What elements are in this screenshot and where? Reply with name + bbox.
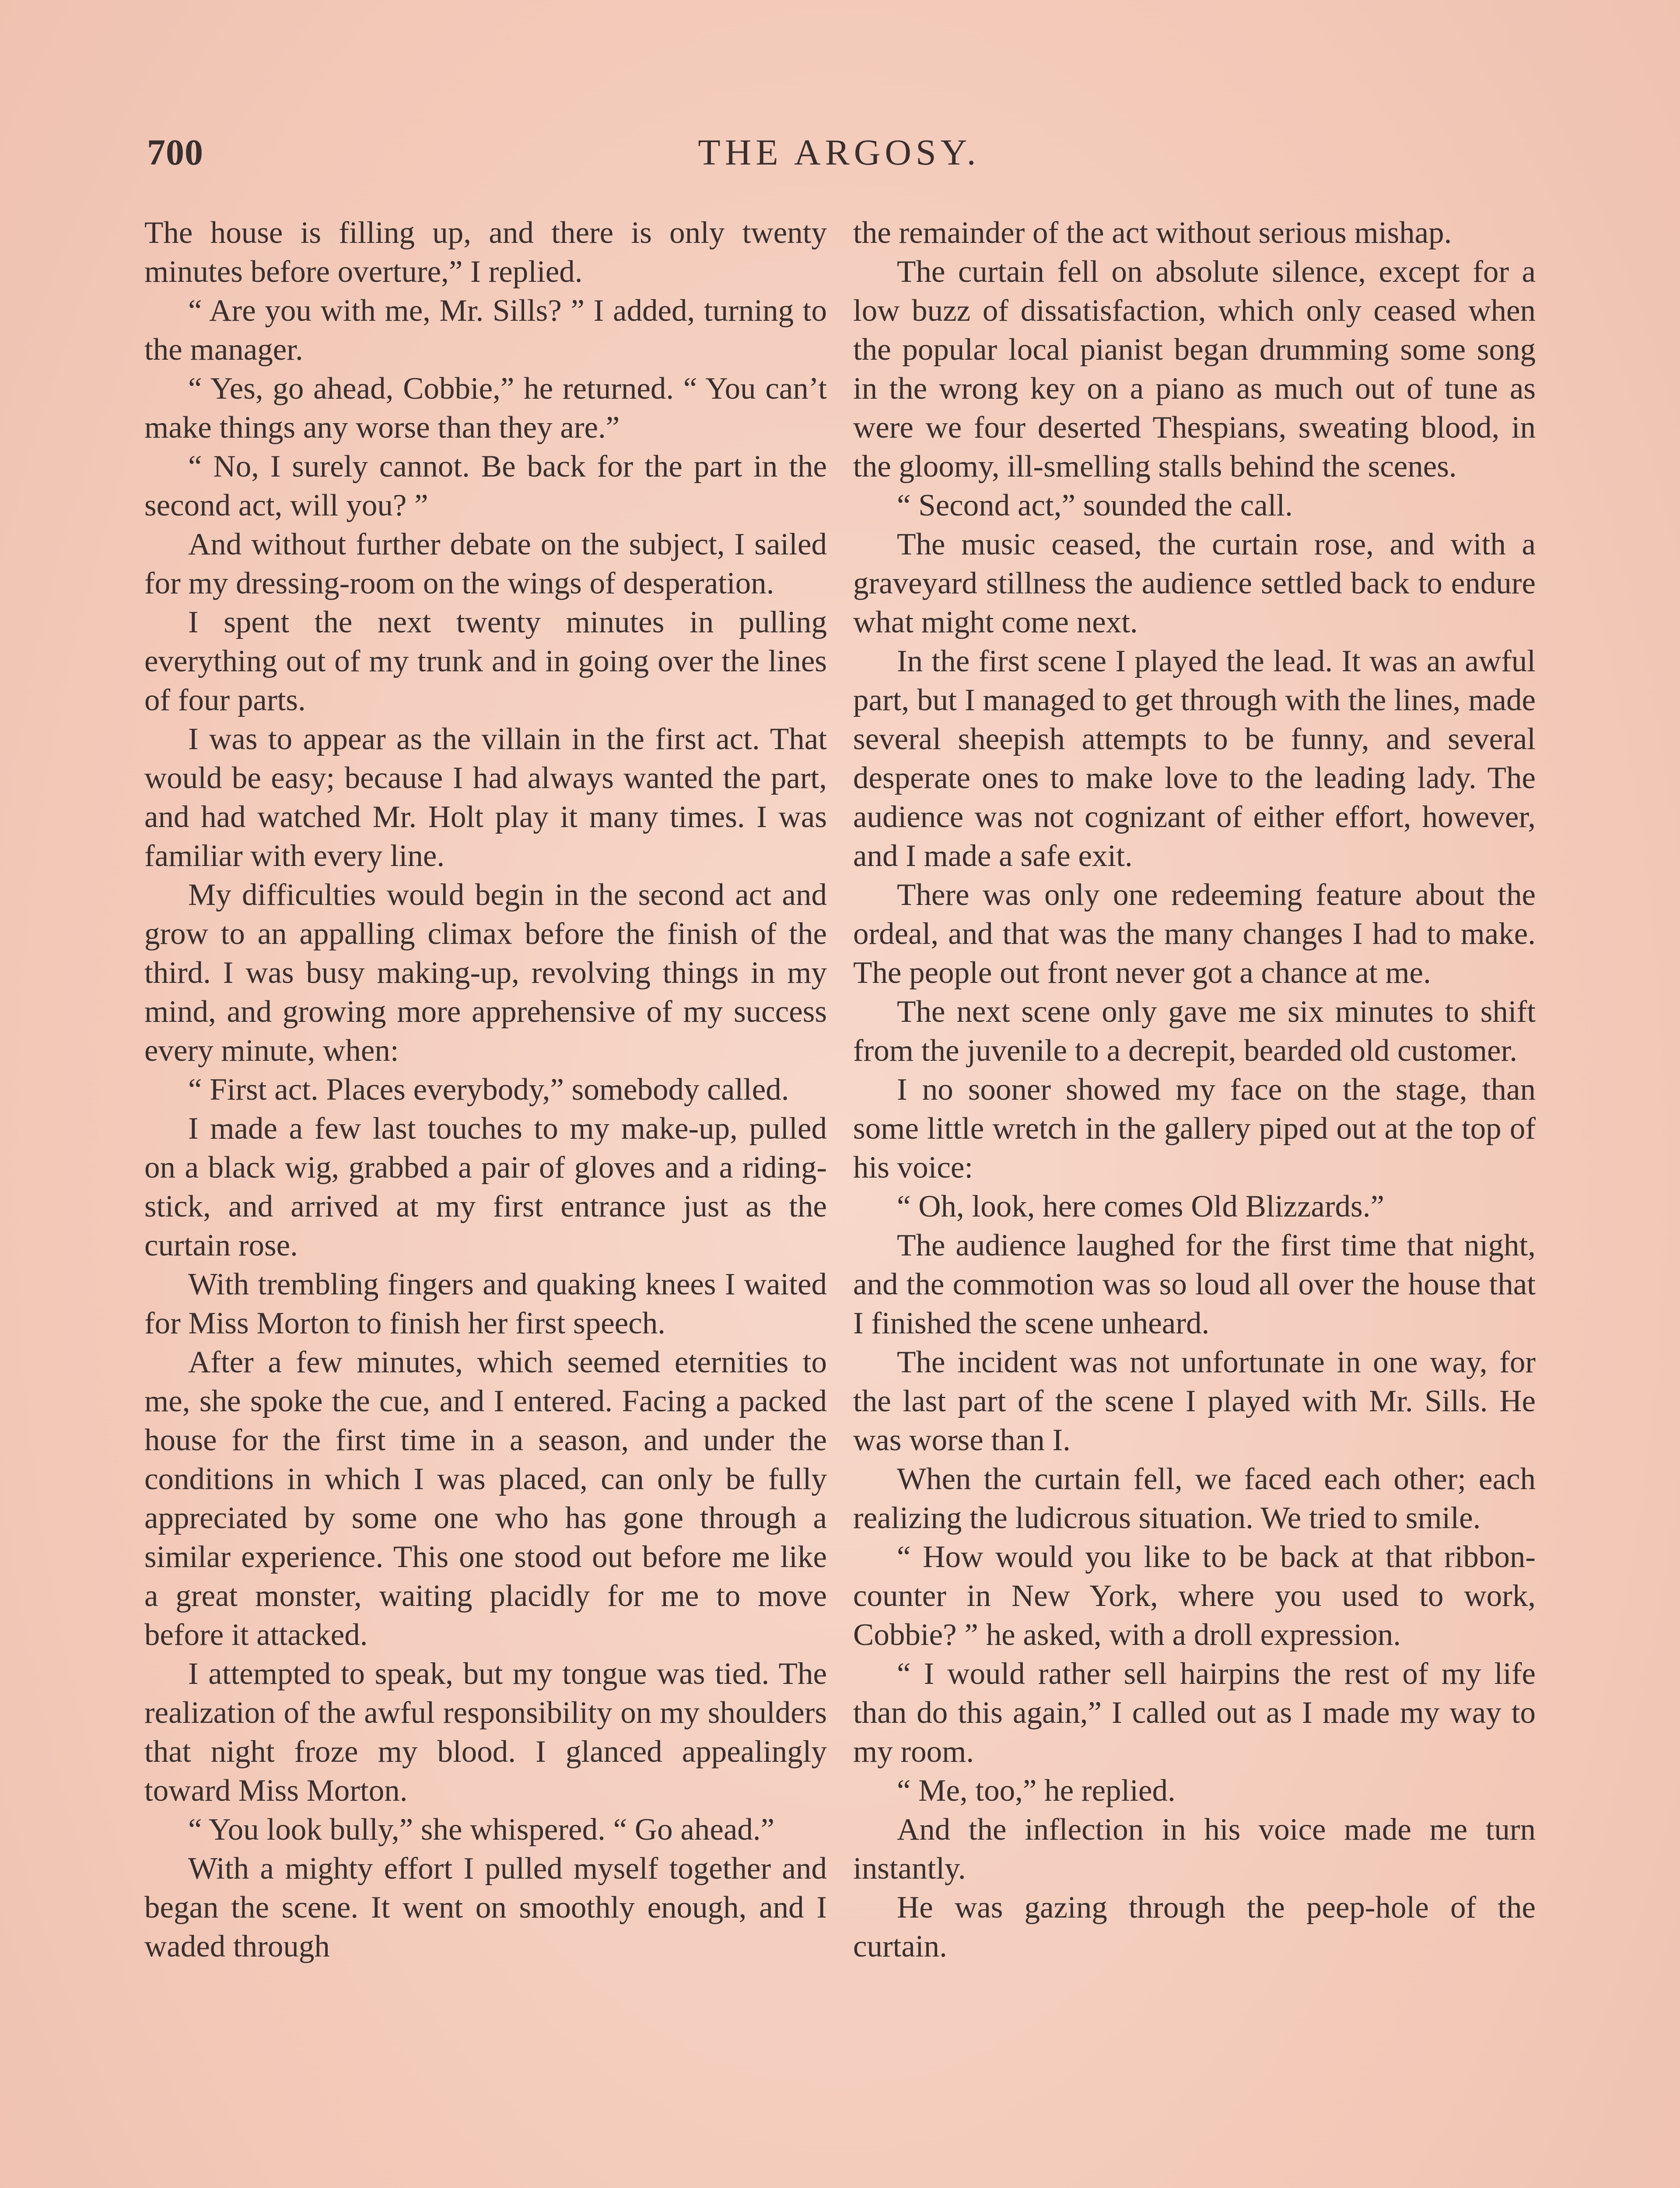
paragraph: “ I would rather sell hairpins the rest of my life than do this again,” I called out as I made my way to my room. bbox=[853, 1657, 1536, 1769]
paragraph: the remainder of the act without serious mishap. bbox=[853, 216, 1452, 250]
paragraph: “ Second act,” sounded the call. bbox=[897, 488, 1293, 522]
paragraph: “ Are you with me, Mr. Sills? ” I added, turning to the manager. bbox=[144, 294, 827, 367]
paragraph: The next scene only gave me six minutes to shift from the juvenile to a decrepit, bearded old customer. bbox=[853, 995, 1536, 1068]
paragraph: He was gazing through the peep-hole of the curtain. bbox=[853, 1890, 1536, 1964]
paragraph: “ How would you like to be back at that ribbon-counter in New York, where you used to work, Cobbie? ” he asked, with a droll expression. bbox=[853, 1540, 1536, 1652]
page-header bbox=[139, 127, 1539, 188]
left-column bbox=[144, 214, 827, 1966]
running-head: THE ARGOSY. bbox=[698, 132, 980, 173]
paragraph: “ No, I surely cannot. Be back for the part in the second act, will you? ” bbox=[144, 449, 827, 522]
paragraph: I made a few last touches to my make-up, pulled on a black wig, grabbed a pair of gloves and a riding-stick, and arrived at my first entrance just as the curtain rose. bbox=[144, 1112, 827, 1262]
paragraph: With trembling fingers and quaking knees I waited for Miss Morton to finish her first speech. bbox=[144, 1267, 827, 1340]
paragraph: I no sooner showed my face on the stage, than some little wretch in the gallery piped out at the top of his voice: bbox=[853, 1073, 1536, 1185]
paragraph: And without further debate on the subject, I sailed for my dressing-room on the wings of desperation. bbox=[144, 527, 827, 600]
right-column bbox=[853, 214, 1536, 1966]
paragraph: And the inflection in his voice made me turn instantly. bbox=[853, 1813, 1536, 1886]
paragraph: After a few minutes, which seemed eternities to me, she spoke the cue, and I entered. Facing a packed house for the first time in a season, and under the conditions in which I was placed, can only be fully appreciated by some one who has gone through a similar experience. This one stood out before me like a great monster, waiting placidly for me to move before it attacked. bbox=[144, 1345, 827, 1652]
paragraph: There was only one redeeming feature about the ordeal, and that was the many changes I had to make. The people out front never got a chance at me. bbox=[853, 878, 1536, 990]
paragraph: “ Me, too,” he replied. bbox=[897, 1774, 1176, 1808]
paragraph: The music ceased, the curtain rose, and with a graveyard stillness the audience settled back to endure what might come next. bbox=[853, 527, 1536, 639]
paragraph: I attempted to speak, but my tongue was tied. The realization of the awful responsibility on my shoulders that night froze my blood. I glanced appealingly toward Miss Morton. bbox=[144, 1657, 827, 1808]
paragraph: “ Oh, look, here comes Old Blizzards.” bbox=[897, 1189, 1384, 1224]
paragraph: The curtain fell on absolute silence, except for a low buzz of dissatisfaction, which only ceased when the popular local pianist began drumming some song in the wrong key on a piano as much out of tune as were we four deserted Thespians, sweating blood, in the gloomy, ill-smelling stalls behind the scenes. bbox=[853, 255, 1536, 484]
paragraph: “ You look bully,” she whispered. “ Go ahead.” bbox=[188, 1813, 775, 1847]
page-number: 700 bbox=[147, 132, 203, 173]
paragraph: “ Yes, go ahead, Cobbie,” he returned. “ You can’t make things any worse than they are.” bbox=[144, 372, 827, 445]
paragraph: I was to appear as the villain in the first act. That would be easy; because I had always wanted the part, and had watched Mr. Holt play it many times. I was familiar with every line. bbox=[144, 722, 827, 873]
paragraph: I spent the next twenty minutes in pulling everything out of my trunk and in going over the lines of four parts. bbox=[144, 605, 827, 717]
paragraph: When the curtain fell, we faced each other; each realizing the ludicrous situation. We tried to smile. bbox=[853, 1462, 1536, 1535]
paragraph: My difficulties would begin in the second act and grow to an appalling climax before the finish of the third. I was busy making-up, revolving things in my mind, and growing more apprehensive of my success every minute, when: bbox=[144, 878, 827, 1068]
paragraph: “ First act. Places everybody,” somebody called. bbox=[188, 1073, 789, 1107]
paragraph: In the first scene I played the lead. It was an awful part, but I managed to get through with the lines, made several sheepish attempts to be funny, and several desperate ones to make love to the leading lady. The audience was not cognizant of either effort, however, and I made a safe exit. bbox=[853, 644, 1536, 873]
paragraph: With a mighty effort I pulled myself together and began the scene. It went on smoothly enough, and I waded through bbox=[144, 1851, 827, 1964]
paragraph: The audience laughed for the first time that night, and the commotion was so loud all over the house that I finished the scene unheard. bbox=[853, 1228, 1536, 1340]
paragraph: The incident was not unfortunate in one way, for the last part of the scene I played with Mr. Sills. He was worse than I. bbox=[853, 1345, 1536, 1457]
paragraph: The house is filling up, and there is only twenty minutes before overture,” I replied. bbox=[144, 216, 827, 289]
